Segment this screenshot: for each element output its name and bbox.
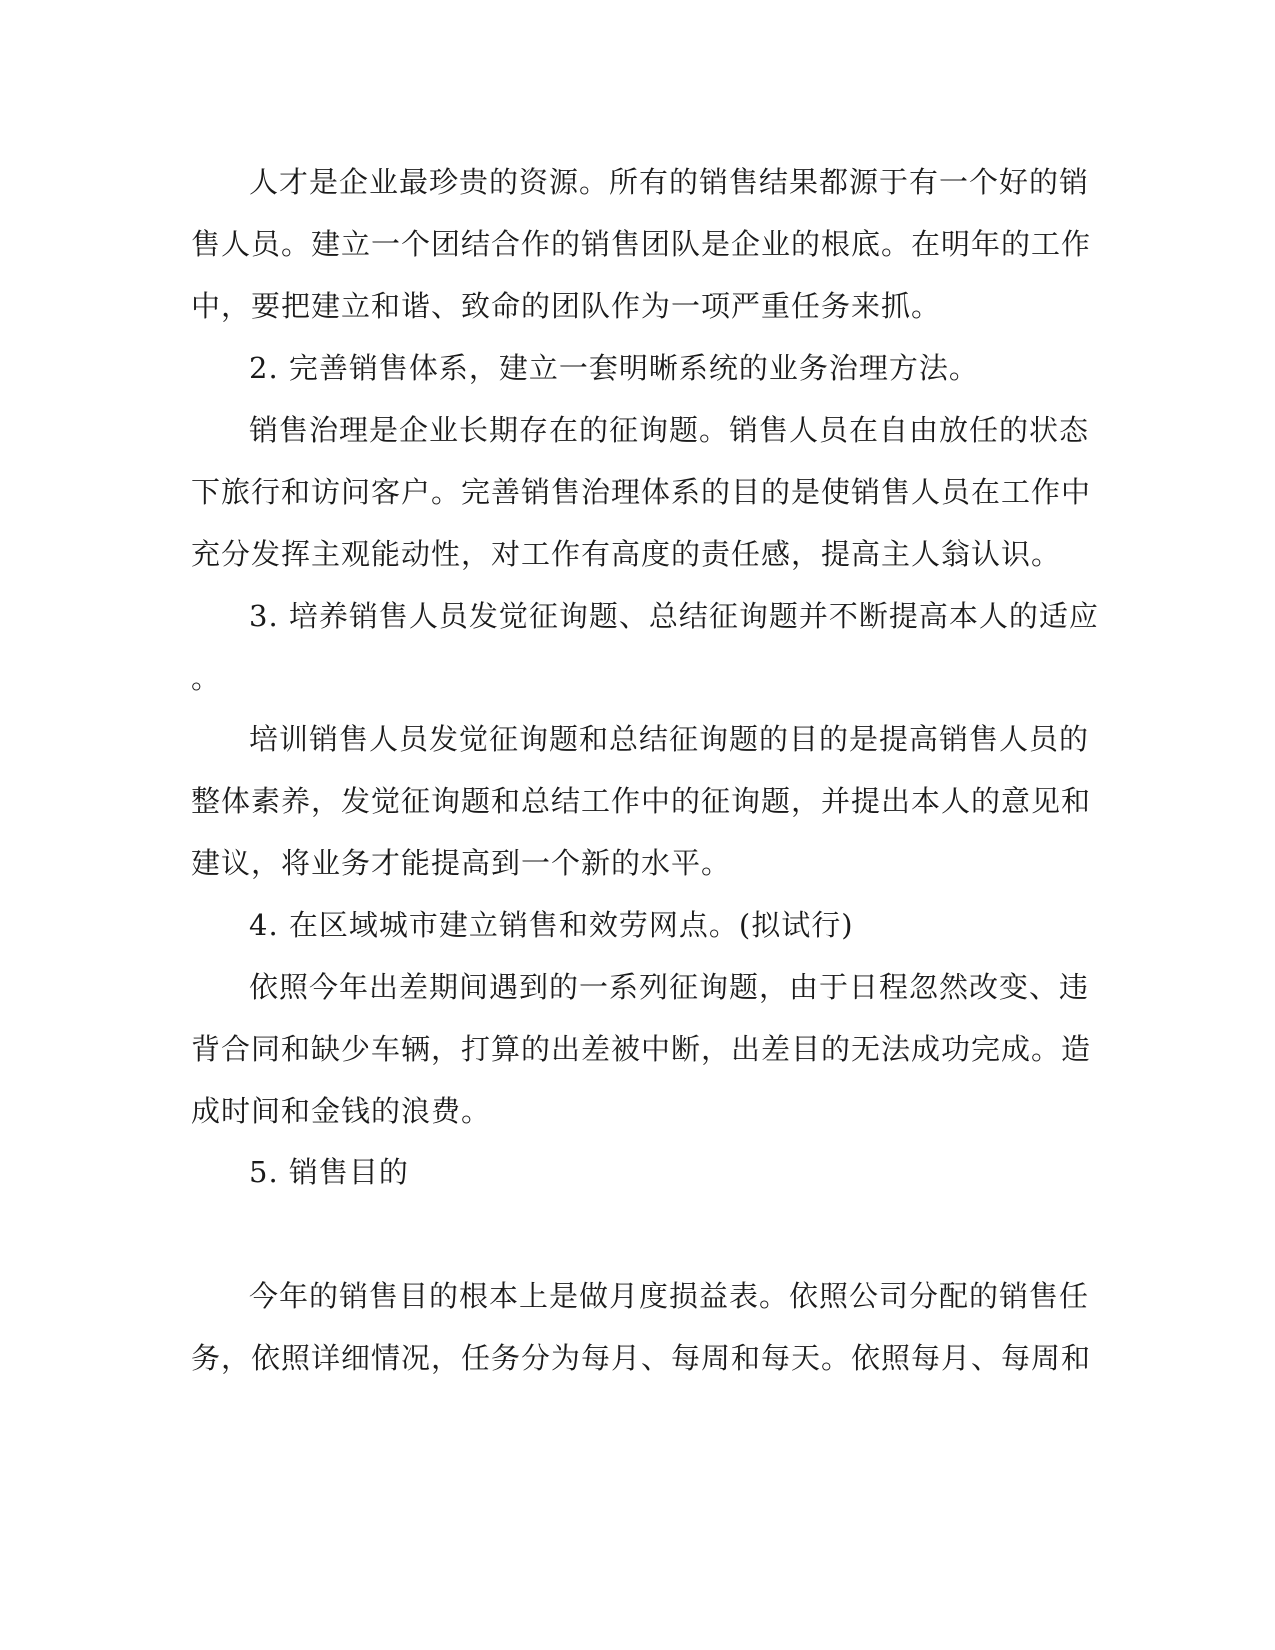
paragraph-4-line-3: 成时间和金钱的浪费。 <box>191 1094 492 1128</box>
heading-2: 2. 完善销售体系，建立一套明晰系统的业务治理方法。 <box>249 351 979 385</box>
heading-3-line-2: 。 <box>191 661 222 695</box>
heading-5: 5. 销售目的 <box>249 1155 409 1189</box>
paragraph-3-line-3: 建议，将业务才能提高到一个新的水平。 <box>191 846 732 880</box>
paragraph-3-line-1: 培训销售人员发觉征询题和总结征询题的目的是提高销售人员的 <box>249 722 1090 756</box>
paragraph-1-line-2: 售人员。建立一个团结合作的销售团队是企业的根底。在明年的工作 <box>191 227 1092 261</box>
paragraph-2-line-2: 下旅行和访问客户。完善销售治理体系的目的是使销售人员在工作中 <box>191 475 1092 509</box>
heading-3-line-1: 3. 培养销售人员发觉征询题、总结征询题并不断提高本人的适应 <box>249 599 1099 633</box>
paragraph-4-line-2: 背合同和缺少车辆，打算的出差被中断，出差目的无法成功完成。造 <box>191 1032 1092 1066</box>
paragraph-1-line-3: 中，要把建立和谐、致命的团队作为一项严重任务来抓。 <box>191 289 942 323</box>
heading-4: 4. 在区域城市建立销售和效劳网点。(拟试行) <box>249 908 854 942</box>
paragraph-4-line-1: 依照今年出差期间遇到的一系列征询题，由于日程忽然改变、违 <box>249 970 1090 1004</box>
paragraph-2-line-1: 销售治理是企业长期存在的征询题。销售人员在自由放任的状态 <box>249 413 1090 447</box>
paragraph-3-line-2: 整体素养，发觉征询题和总结工作中的征询题，并提出本人的意见和 <box>191 784 1092 818</box>
paragraph-2-line-3: 充分发挥主观能动性，对工作有高度的责任感，提高主人翁认识。 <box>191 537 1062 571</box>
paragraph-5-line-1: 今年的销售目的根本上是做月度损益表。依照公司分配的销售任 <box>249 1279 1090 1313</box>
paragraph-5-line-2: 务，依照详细情况，任务分为每月、每周和每天。依照每月、每周和 <box>191 1341 1092 1375</box>
paragraph-1-line-1: 人才是企业最珍贵的资源。所有的销售结果都源于有一个好的销 <box>249 165 1090 199</box>
